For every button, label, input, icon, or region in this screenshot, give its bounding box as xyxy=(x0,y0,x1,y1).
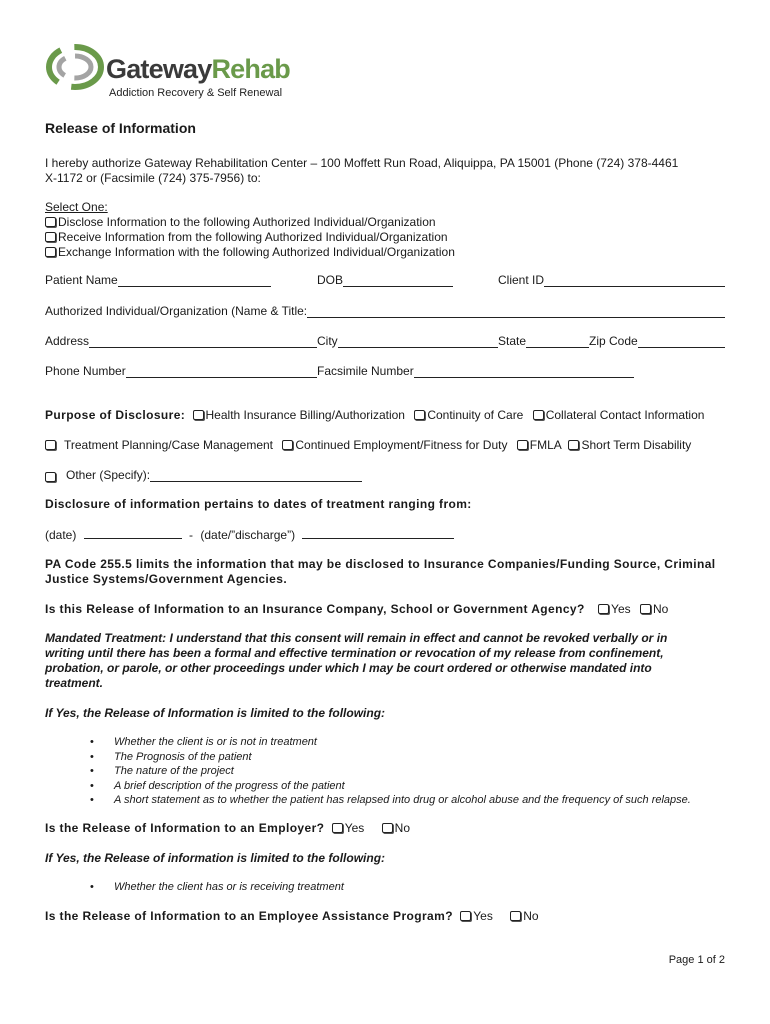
purpose-row-2 xyxy=(45,438,691,452)
checkbox-icon[interactable] xyxy=(45,232,56,242)
purpose-continuity[interactable]: Continuity of Care xyxy=(414,408,523,422)
fax-field[interactable]: Facsimile Number xyxy=(317,364,634,378)
state-field[interactable]: State xyxy=(498,334,589,348)
checkbox-icon[interactable] xyxy=(640,604,651,614)
checkbox-icon[interactable] xyxy=(517,440,528,450)
pa-code-line-1: PA Code 255.5 limits the information that may be disclosed to Insurance Companies/Funding Source, Criminal xyxy=(45,557,716,571)
checkbox-icon[interactable] xyxy=(45,472,56,482)
date-from-line[interactable] xyxy=(84,527,182,539)
other-specify-line[interactable] xyxy=(150,470,362,482)
eap-yes[interactable]: Yes xyxy=(460,909,493,923)
checkbox-icon[interactable] xyxy=(382,823,393,833)
insurance-yes[interactable]: Yes xyxy=(598,602,631,616)
insurance-no[interactable]: No xyxy=(640,602,668,616)
city-line[interactable] xyxy=(338,336,498,348)
mandated-line-4: treatment. xyxy=(45,676,104,690)
dob-line[interactable] xyxy=(343,275,453,287)
select-one-label: Select One: xyxy=(45,200,108,214)
checkbox-icon[interactable] xyxy=(460,911,471,921)
purpose-continued-employment[interactable]: Continued Employment/Fitness for Duty xyxy=(282,438,507,452)
authorized-line[interactable] xyxy=(307,306,725,318)
list-item: • The Prognosis of the patient xyxy=(90,750,691,765)
purpose-row-1 xyxy=(45,408,704,422)
page-title: Release of Information xyxy=(45,120,196,136)
purpose-other[interactable]: Other (Specify): xyxy=(45,468,362,482)
gateway-logo-mark-icon xyxy=(46,44,104,90)
city-field[interactable]: City xyxy=(317,334,498,348)
option-receive[interactable]: Receive Information from the following Authorized Individual/Organization xyxy=(45,230,448,244)
authorized-field[interactable]: Authorized Individual/Organization (Name & Title: xyxy=(45,304,725,318)
page-number: Page 1 of 2 xyxy=(668,954,725,966)
dates-row: (date) - (date/”discharge”) xyxy=(45,527,454,542)
logo xyxy=(44,42,304,102)
checkbox-icon[interactable] xyxy=(45,440,56,450)
checkbox-icon[interactable] xyxy=(332,823,343,833)
option-disclose[interactable]: Disclose Information to the following Authorized Individual/Organization xyxy=(45,215,436,229)
purpose-collateral[interactable]: Collateral Contact Information xyxy=(533,408,705,422)
mandated-line-2: writing until there has been a formal and effective termination or revocation of my release from confinement, xyxy=(45,646,664,660)
option-exchange[interactable]: Exchange Information with the following Authorized Individual/Organization xyxy=(45,245,455,259)
intro-line-1: I hereby authorize Gateway Rehabilitation Center – 100 Moffett Run Road, Aliquippa, PA 15001 (Phone (724) 378-4461 xyxy=(45,156,679,170)
purpose-short-term-disability[interactable]: Short Term Disability xyxy=(568,438,691,452)
employer-limits-list xyxy=(90,880,344,895)
employer-no[interactable]: No xyxy=(382,821,410,835)
purpose-label: Purpose of Disclosure: xyxy=(45,408,186,422)
employer-question: Is the Release of Information to an Employer? xyxy=(45,821,325,835)
insurance-limits-list xyxy=(90,735,691,808)
client-id-field[interactable]: Client ID xyxy=(498,273,725,287)
purpose-health-insurance[interactable]: Health Insurance Billing/Authorization xyxy=(193,408,405,422)
phone-line[interactable] xyxy=(126,366,317,378)
logo-tagline: Addiction Recovery & Self Renewal xyxy=(109,87,283,99)
checkbox-icon[interactable] xyxy=(568,440,579,450)
patient-name-line[interactable] xyxy=(118,275,271,287)
zip-line[interactable] xyxy=(638,336,725,348)
dates-heading: Disclosure of information pertains to dates of treatment ranging from: xyxy=(45,497,472,511)
limited-heading-1: If Yes, the Release of Information is limited to the following: xyxy=(45,706,386,720)
eap-question: Is the Release of Information to an Employee Assistance Program? xyxy=(45,909,453,923)
dob-field[interactable]: DOB xyxy=(317,273,453,287)
address-field[interactable]: Address xyxy=(45,334,317,348)
zip-field[interactable]: Zip Code xyxy=(589,334,725,348)
list-item: • Whether the client has or is receiving treatment xyxy=(90,880,344,895)
checkbox-icon[interactable] xyxy=(282,440,293,450)
fax-line[interactable] xyxy=(414,366,634,378)
address-line[interactable] xyxy=(89,336,317,348)
logo-wordmark: GatewayRehab xyxy=(106,54,290,84)
checkbox-icon[interactable] xyxy=(45,247,56,257)
purpose-fmla[interactable]: FMLA xyxy=(517,438,561,452)
mandated-line-3: probation, or parole, or other proceedings under which I may be court ordered or otherwise mandated into xyxy=(45,661,652,675)
employer-question-row xyxy=(45,821,410,835)
checkbox-icon[interactable] xyxy=(414,410,425,420)
employer-yes[interactable]: Yes xyxy=(332,821,365,835)
list-item: • The nature of the project xyxy=(90,764,691,779)
patient-name-field[interactable]: Patient Name xyxy=(45,273,271,287)
state-line[interactable] xyxy=(526,336,589,348)
phone-field[interactable]: Phone Number xyxy=(45,364,317,378)
date-discharge-line[interactable] xyxy=(302,527,454,539)
eap-no[interactable]: No xyxy=(510,909,538,923)
intro-line-2: X-1172 or (Facsimile (724) 375-7956) to: xyxy=(45,171,261,185)
eap-question-row xyxy=(45,909,539,923)
client-id-line[interactable] xyxy=(544,275,725,287)
checkbox-icon[interactable] xyxy=(193,410,204,420)
checkbox-icon[interactable] xyxy=(598,604,609,614)
list-item: • A brief description of the progress of the patient xyxy=(90,779,691,794)
insurance-question: Is this Release of Information to an Insurance Company, School or Government Agency? xyxy=(45,602,585,616)
checkbox-icon[interactable] xyxy=(533,410,544,420)
limited-heading-2: If Yes, the Release of information is limited to the following: xyxy=(45,851,386,865)
checkbox-icon[interactable] xyxy=(45,217,56,227)
insurance-question-row xyxy=(45,602,668,616)
list-item: • A short statement as to whether the patient has relapsed into drug or alcohol abuse and the frequency of such relapse. xyxy=(90,793,691,808)
pa-code-line-2: Justice Systems/Government Agencies. xyxy=(45,572,288,586)
checkbox-icon[interactable] xyxy=(510,911,521,921)
mandated-line-1: Mandated Treatment: I understand that this consent will remain in effect and cannot be revoked verbally or in xyxy=(45,631,668,645)
purpose-treatment-planning[interactable]: Treatment Planning/Case Management xyxy=(45,438,273,452)
list-item: • Whether the client is or is not in treatment xyxy=(90,735,691,750)
